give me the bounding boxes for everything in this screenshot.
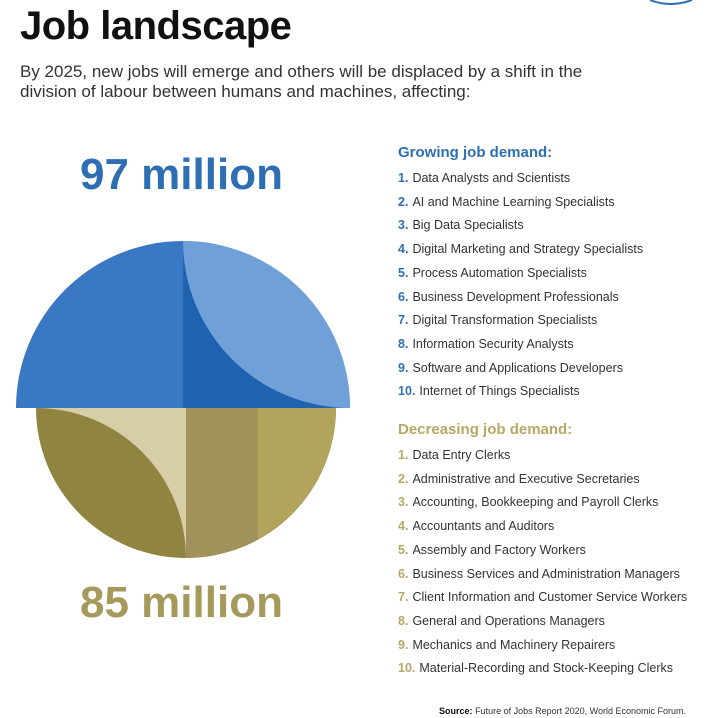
list-item-number: 3. xyxy=(398,218,409,233)
list-item xyxy=(398,563,687,587)
list-item xyxy=(398,214,643,238)
growing-job-demand-section xyxy=(398,143,643,404)
list-item-label: Big Data Specialists xyxy=(412,218,524,233)
list-item-label: Assembly and Factory Workers xyxy=(412,542,586,557)
list-item-number: 1. xyxy=(398,171,409,185)
list-item-label: Information Security Analysts xyxy=(412,336,574,351)
list-item-number: 3. xyxy=(398,495,409,510)
list-item xyxy=(398,515,687,539)
gold-mid-band xyxy=(186,408,258,558)
list-item-number: 7. xyxy=(398,313,409,328)
list-item-label: Internet of Things Specialists xyxy=(419,384,580,399)
list-item-label: AI and Machine Learning Specialists xyxy=(412,194,615,209)
list-item-label: Business Services and Administration Managers xyxy=(412,566,680,581)
list-item-number: 4. xyxy=(398,519,409,534)
list-item-number: 5. xyxy=(398,265,409,280)
decreasing-heading: Decreasing job demand: xyxy=(398,421,573,438)
source-label: Source: xyxy=(439,706,473,716)
list-item-number: 1. xyxy=(398,448,409,462)
list-item xyxy=(398,444,687,468)
list-item xyxy=(398,380,643,404)
list-item-label: Business Development Professionals xyxy=(412,289,619,304)
source-note xyxy=(439,705,686,717)
list-item-label: Digital Transformation Specialists xyxy=(412,313,598,328)
list-item-number: 2. xyxy=(398,471,409,486)
list-item-number: 10. xyxy=(398,661,416,676)
list-item-label: General and Operations Managers xyxy=(412,613,605,628)
list-item-label: Data Entry Clerks xyxy=(412,448,511,462)
list-item-number: 5. xyxy=(398,542,409,557)
list-item-number: 9. xyxy=(398,360,409,375)
list-item-label: Accountants and Auditors xyxy=(412,519,555,534)
list-item xyxy=(398,333,643,357)
list-item xyxy=(398,238,643,262)
list-item xyxy=(398,167,643,191)
list-item-label: Client Information and Customer Service Workers xyxy=(412,590,688,605)
growing-heading: Growing job demand: xyxy=(398,144,553,161)
list-item-number: 8. xyxy=(398,336,409,351)
list-item xyxy=(398,491,687,515)
page-title: Job landscape xyxy=(20,4,292,48)
list-item-label: Software and Applications Developers xyxy=(412,360,623,375)
list-item xyxy=(398,286,643,310)
list-item xyxy=(398,309,643,333)
list-item-number: 9. xyxy=(398,637,409,652)
list-item xyxy=(398,539,687,563)
list-item-number: 7. xyxy=(398,590,409,605)
list-item-label: Mechanics and Machinery Repairers xyxy=(412,637,616,652)
source-text: Future of Jobs Report 2020, World Economic Forum. xyxy=(475,706,686,716)
list-item-number: 8. xyxy=(398,613,409,628)
list-item xyxy=(398,357,643,381)
list-item xyxy=(398,634,687,658)
list-item-label: Accounting, Bookkeeping and Payroll Clerks xyxy=(412,495,659,510)
list-item-number: 6. xyxy=(398,566,409,581)
list-item-label: Administrative and Executive Secretaries xyxy=(412,471,640,486)
growing-list xyxy=(398,167,643,404)
list-item-label: Data Analysts and Scientists xyxy=(412,171,571,185)
gold-right-band xyxy=(258,408,336,539)
list-item-number: 10. xyxy=(398,384,416,399)
list-item xyxy=(398,468,687,492)
list-item xyxy=(398,657,687,681)
list-item xyxy=(398,610,687,634)
list-item-number: 4. xyxy=(398,242,409,257)
page-subtitle: By 2025, new jobs will emerge and others will be displaced by a shift in the division of labour between humans and machines, affecting: xyxy=(20,62,583,101)
list-item-label: Process Automation Specialists xyxy=(412,265,587,280)
decreasing-job-demand-section xyxy=(398,420,687,681)
list-item-label: Material-Recording and Stock-Keeping Clerks xyxy=(419,661,673,676)
list-item-label: Digital Marketing and Strategy Specialists xyxy=(412,242,644,257)
list-item-number: 2. xyxy=(398,194,409,209)
list-item-number: 6. xyxy=(398,289,409,304)
job-shift-graphic xyxy=(16,212,356,568)
decreasing-list xyxy=(398,444,687,681)
list-item xyxy=(398,262,643,286)
list-item xyxy=(398,191,643,215)
list-item xyxy=(398,586,687,610)
decreasing-jobs-total: 85 million xyxy=(80,578,283,627)
growing-jobs-total: 97 million xyxy=(80,150,283,199)
